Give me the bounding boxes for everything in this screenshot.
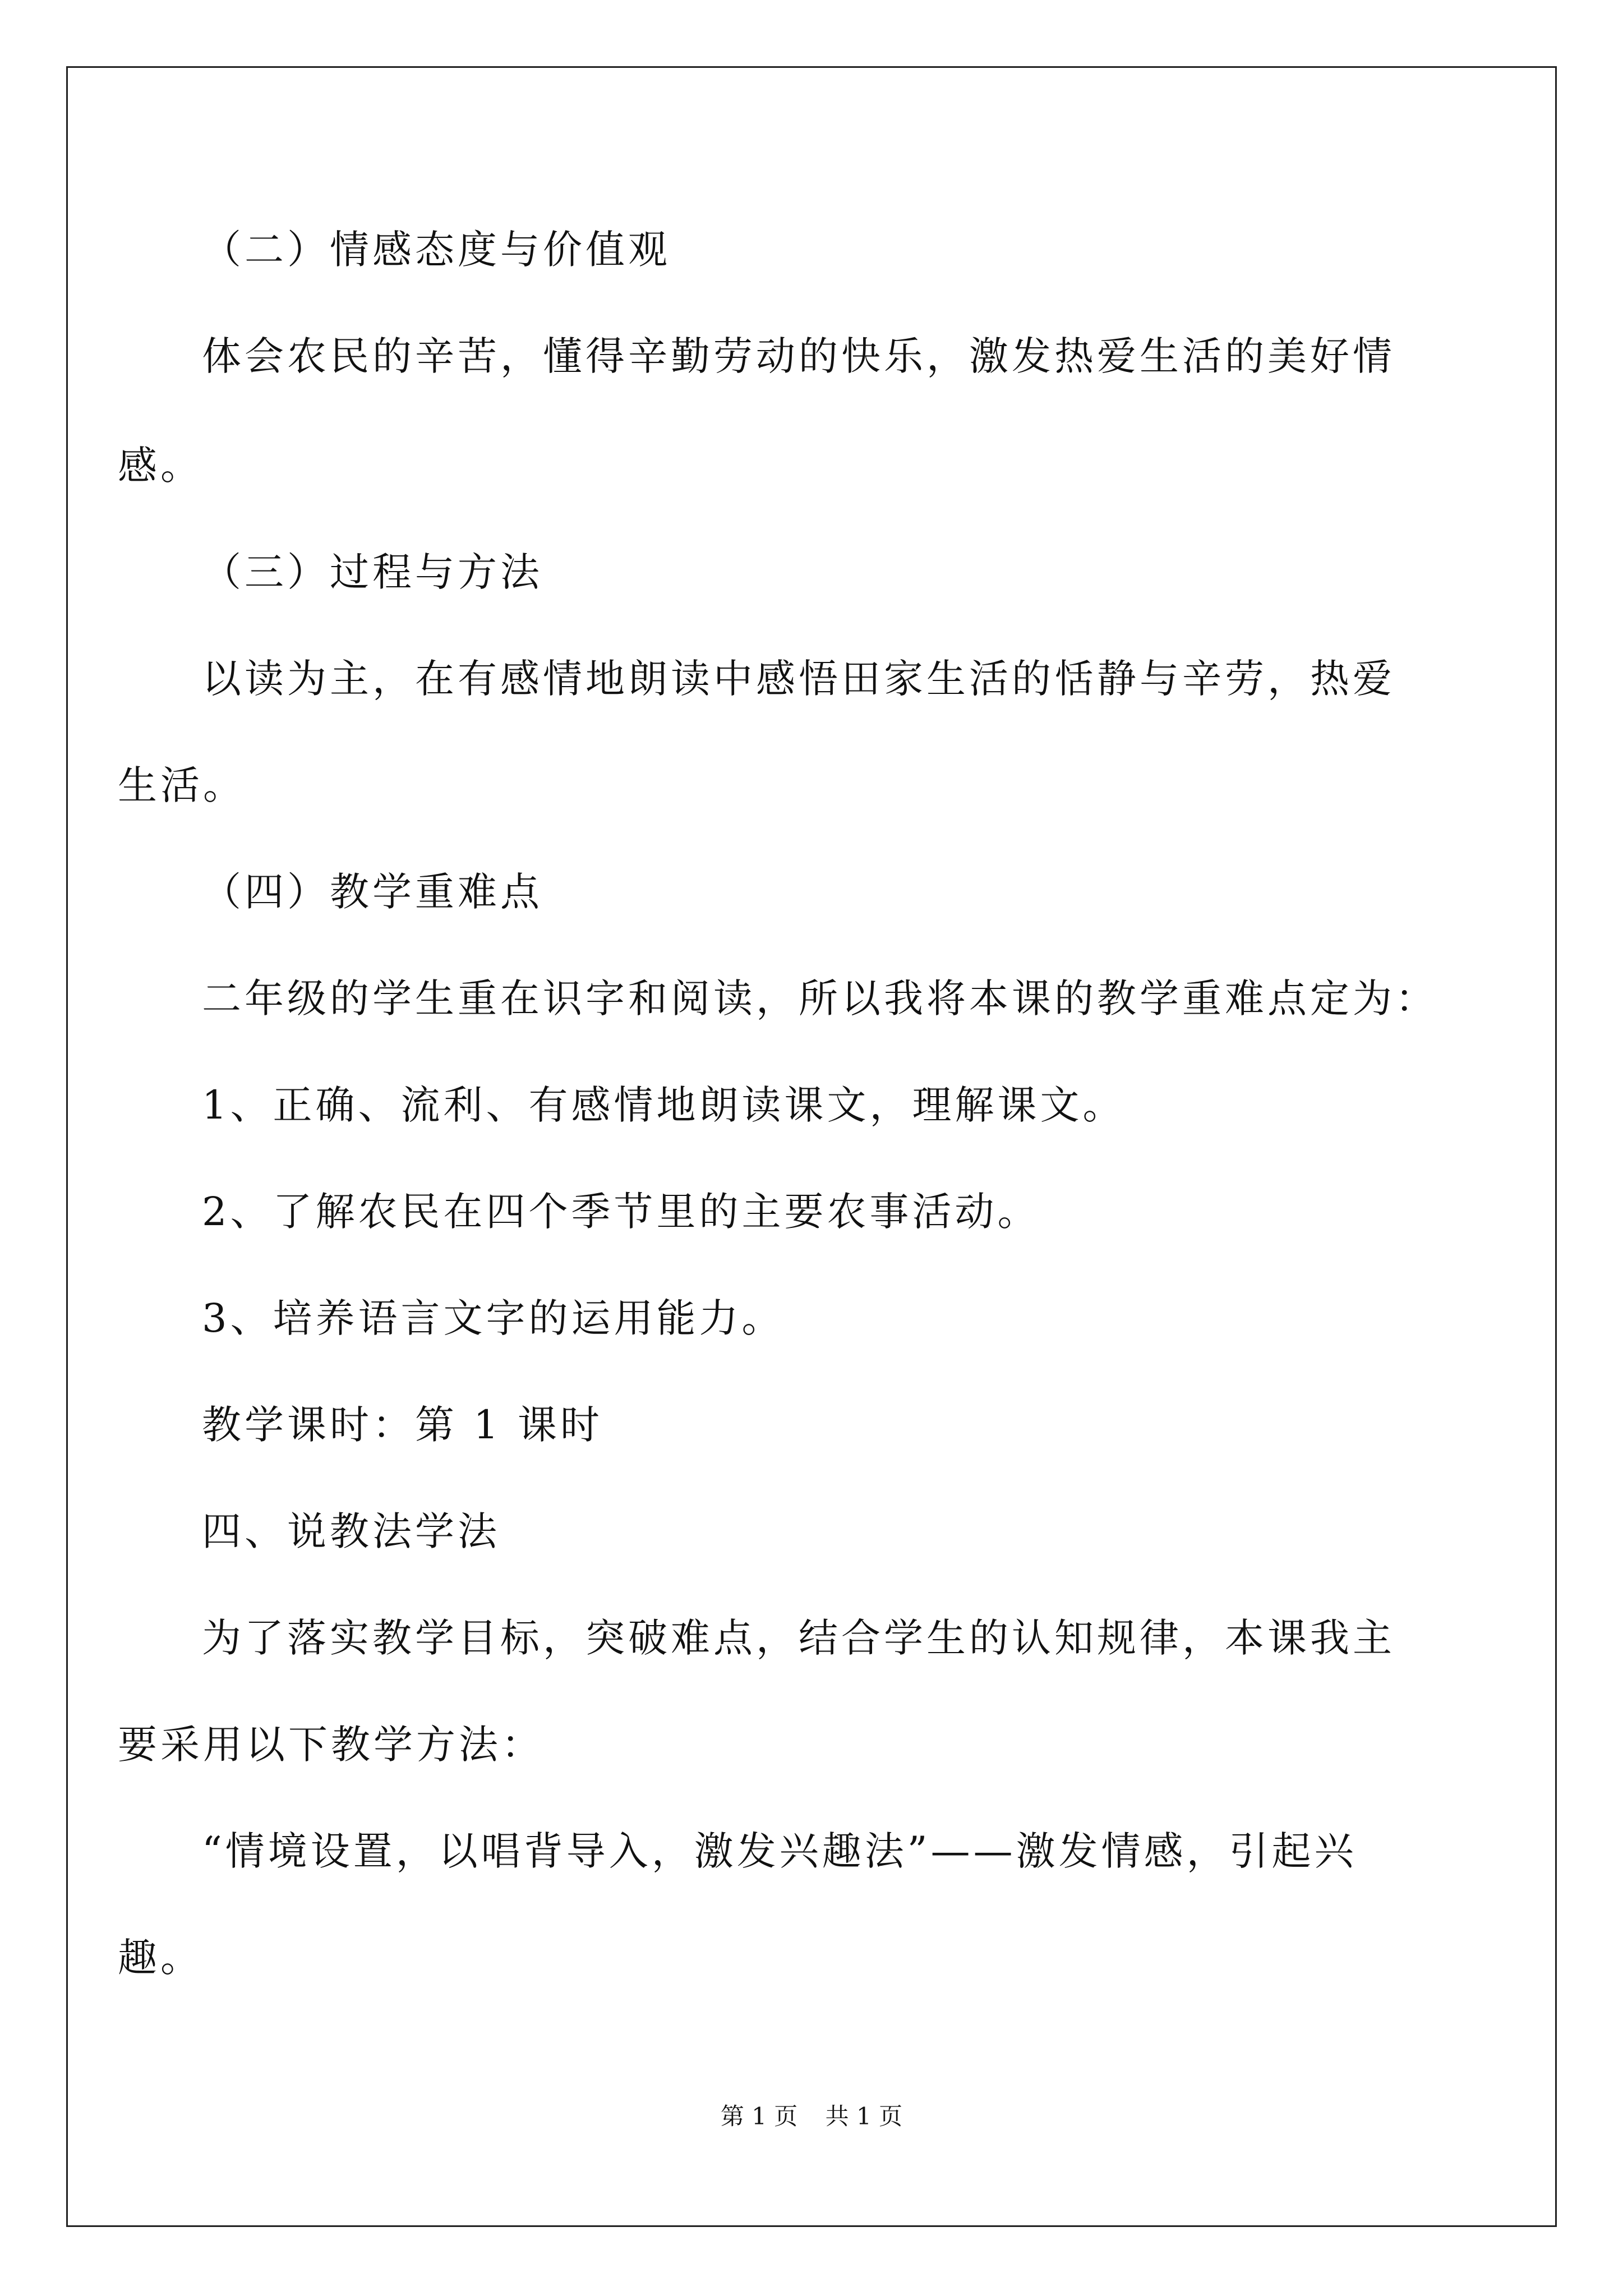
page-total: 共 1 页 xyxy=(825,2102,903,2130)
list-item: 2、了解农民在四个季节里的主要农事活动。 xyxy=(202,1189,1040,1235)
page-number: 第 1 页 xyxy=(720,2102,798,2130)
section-heading-emotion: （二）情感态度与价值观 xyxy=(202,227,671,273)
lesson-hours: 教学课时：第 1 课时 xyxy=(202,1402,603,1448)
paragraph-line: “情境设置，以唱背导入，激发兴趣法”——激发情感，引起兴 xyxy=(202,1828,1357,1874)
paragraph-line: 要采用以下教学方法： xyxy=(118,1722,544,1768)
paragraph-line: 生活。 xyxy=(118,762,246,808)
list-item: 1、正确、流利、有感情地朗读课文，理解课文。 xyxy=(202,1082,1126,1128)
paragraph-line: 二年级的学生重在识字和阅读，所以我将本课的教学重难点定为： xyxy=(202,976,1438,1022)
paragraph-line: 为了落实教学目标，突破难点，结合学生的认知规律，本课我主 xyxy=(202,1615,1395,1661)
page-footer xyxy=(0,2098,1623,2132)
section-heading-methods: 四、说教法学法 xyxy=(202,1508,500,1554)
section-heading-process: （三）过程与方法 xyxy=(202,549,543,595)
paragraph-line: 趣。 xyxy=(118,1935,203,1981)
paragraph-line: 感。 xyxy=(118,443,203,489)
section-heading-key-points: （四）教学重难点 xyxy=(202,869,543,915)
paragraph-line: 体会农民的辛苦，懂得辛勤劳动的快乐，激发热爱生活的美好情 xyxy=(202,333,1395,379)
list-item: 3、培养语言文字的运用能力。 xyxy=(202,1295,785,1341)
paragraph-line: 以读为主，在有感情地朗读中感悟田家生活的恬静与辛劳，热爱 xyxy=(202,656,1395,702)
page-border xyxy=(66,66,1557,2227)
